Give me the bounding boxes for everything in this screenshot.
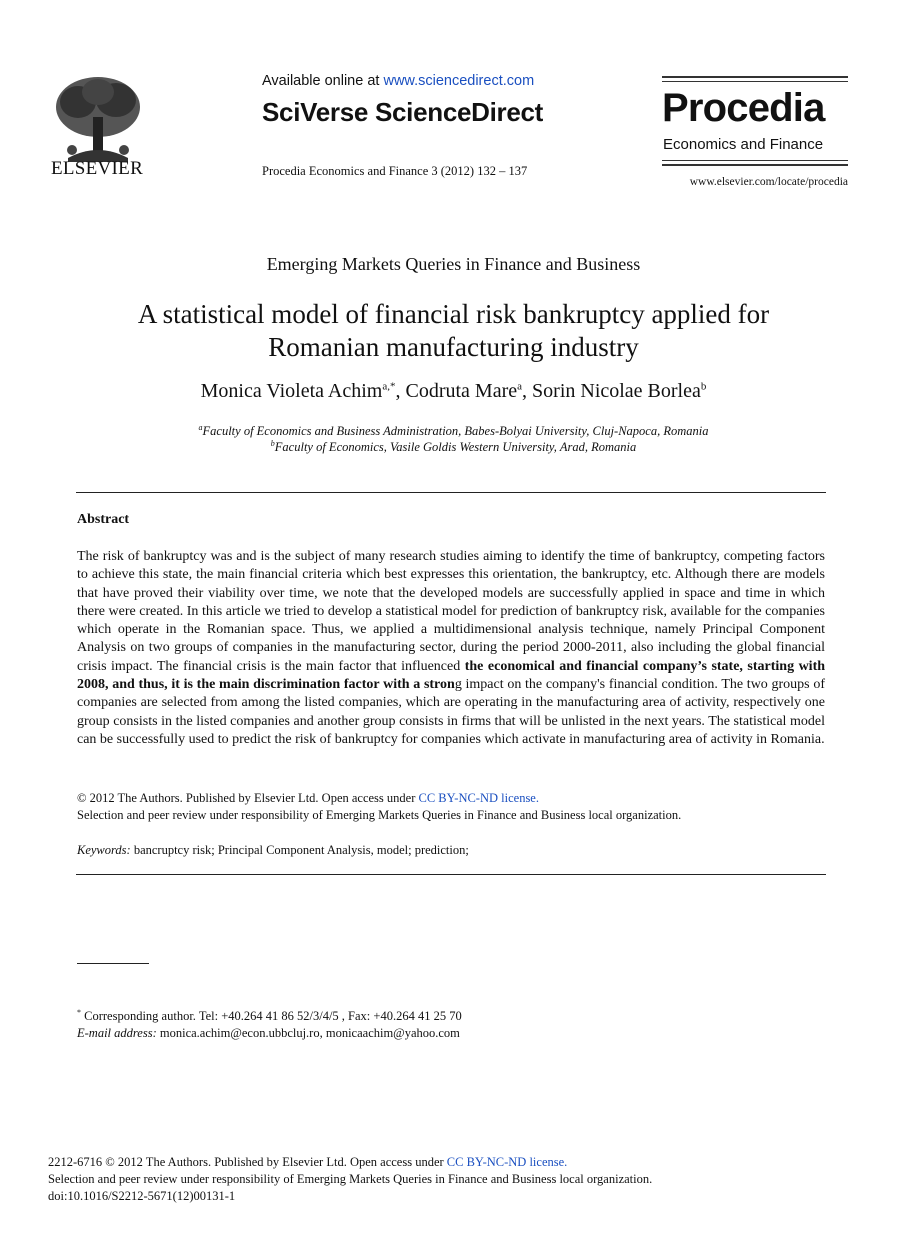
- available-prefix: Available online at: [262, 73, 384, 89]
- sciencedirect-link[interactable]: www.sciencedirect.com: [383, 73, 535, 89]
- sciverse-logo: SciVerse ScienceDirect: [262, 97, 544, 127]
- keywords-text: bancruptcy risk; Principal Component Analysis, model; prediction;: [130, 843, 469, 857]
- email-line: [77, 1025, 462, 1042]
- title-line-1: A statistical model of financial risk bankruptcy applied for: [137, 299, 770, 329]
- abstract-text-1: The risk of bankruptcy was and is the subject of many research studies aiming to identify the time of bankruptcy, competing factors to achieve this state, the main financial criteria which best expresses this orientation, the bankruptcy, etc. Although there are models that have proved their viability over time, we note that the developed models are successfully applied in space and time in which there were created. In this article we tried to develop a statistical model for prediction of bankruptcy risk, available for the companies which operate in the Romanian space. Thus, we applied a multidimensional analysis technique, namely Principal Component Analysis on two groups of companies in the manufacturing sector, during the period 2000-2011, also including the global financial crisis impact. The financial crisis is the main factor that influenced: [77, 549, 825, 674]
- footnote-sup: *: [77, 1008, 81, 1017]
- conference-name: Emerging Markets Queries in Finance and Business: [266, 254, 641, 274]
- journal-url[interactable]: www.elsevier.com/locate/procedia: [689, 176, 848, 188]
- author-name: Monica Violeta Achim: [200, 380, 383, 402]
- affiliation-sup: a: [198, 423, 203, 432]
- bottom-peer-review: Selection and peer review under responsibility of Emerging Markets Queries in Finance and Business local organization.: [48, 1172, 653, 1186]
- affiliation-text: Faculty of Economics, Vasile Goldis Western University, Arad, Romania: [274, 440, 637, 455]
- license-link[interactable]: CC BY-NC-ND license.: [418, 791, 539, 805]
- doi[interactable]: doi:10.1016/S2212-5671(12)00131-1: [48, 1189, 236, 1203]
- procedia-subtitle: Economics and Finance: [663, 136, 824, 153]
- available-online: [262, 73, 534, 89]
- procedia-rule-bottom-thin: [662, 160, 848, 161]
- keywords: [77, 843, 469, 858]
- issn-line: [48, 1154, 652, 1171]
- affiliation-text: Faculty of Economics and Business Administration, Babes-Bolyai University, Cluj-Napoca, Romania: [202, 424, 709, 439]
- bottom-block: [48, 1154, 652, 1205]
- affiliation-a: [0, 423, 907, 439]
- author-sup: b: [700, 380, 707, 393]
- title-line-2: Romanian manufacturing industry: [268, 332, 639, 362]
- author-name: Codruta Mare: [405, 380, 518, 402]
- abstract-body: [77, 548, 825, 749]
- footnote-rule: [77, 963, 149, 964]
- procedia-rule-top: [662, 76, 848, 78]
- copyright-line-1: [77, 790, 681, 807]
- bottom-license-link[interactable]: CC BY-NC-ND license.: [446, 1155, 568, 1169]
- procedia-rule-top-thin: [662, 81, 848, 82]
- email-label: E-mail address:: [77, 1025, 157, 1040]
- corresponding-text: Corresponding author. Tel: +40.264 41 86 52/3/4/5 , Fax: +40.264 41 25 70: [81, 1009, 462, 1024]
- elsevier-wordmark: ELSEVIER: [50, 158, 144, 179]
- journal-reference: Procedia Economics and Finance 3 (2012) 132 – 137: [262, 164, 528, 178]
- author-sep: ,: [395, 380, 406, 402]
- paper-title: [60, 298, 847, 364]
- corresponding-author: [77, 1005, 462, 1025]
- rule-top: [76, 492, 826, 493]
- author-sup: a,*: [382, 380, 396, 393]
- rule-bottom: [76, 874, 826, 875]
- affiliation-sup: b: [270, 439, 275, 448]
- affiliation-b: [0, 439, 907, 455]
- procedia-logo: Procedia: [662, 86, 825, 130]
- abstract-text-2: g impact on the company's financial condition. The two groups of companies are selected from among the listed companies, which are operating in the manufacturing area of activity, respectively one group consists in the listed companies and another group consists in firms that will be unlisted in the next years. The statistical model can be successfully used to predict the risk of bankruptcy for companies which activate in manufacturing area of activity in Romania.: [77, 677, 825, 747]
- copyright-text: © 2012 The Authors. Published by Elsevier Ltd. Open access under: [77, 791, 419, 805]
- copyright-block: [77, 790, 681, 824]
- author-sup: a: [517, 380, 523, 393]
- author-sep: ,: [522, 380, 533, 402]
- procedia-rule-bottom: [662, 164, 848, 166]
- email-text: monica.achim@econ.ubbcluj.ro, monicaachim@yahoo.com: [156, 1025, 460, 1040]
- abstract-bold-text: the economical and financial company’s state, starting with 2008, and thus, it is the main discrimination factor with a stron: [77, 658, 826, 693]
- abstract-heading: Abstract: [77, 512, 130, 527]
- copyright-line-2: Selection and peer review under responsibility of Emerging Markets Queries in Finance and Business local organization.: [77, 808, 682, 822]
- author-list: [0, 380, 907, 403]
- keywords-label: Keywords:: [77, 843, 131, 857]
- footnote: [77, 1005, 462, 1041]
- issn-text: 2212-6716 © 2012 The Authors. Published by Elsevier Ltd. Open access under: [48, 1155, 447, 1169]
- author-name: Sorin Nicolae Borlea: [532, 380, 701, 402]
